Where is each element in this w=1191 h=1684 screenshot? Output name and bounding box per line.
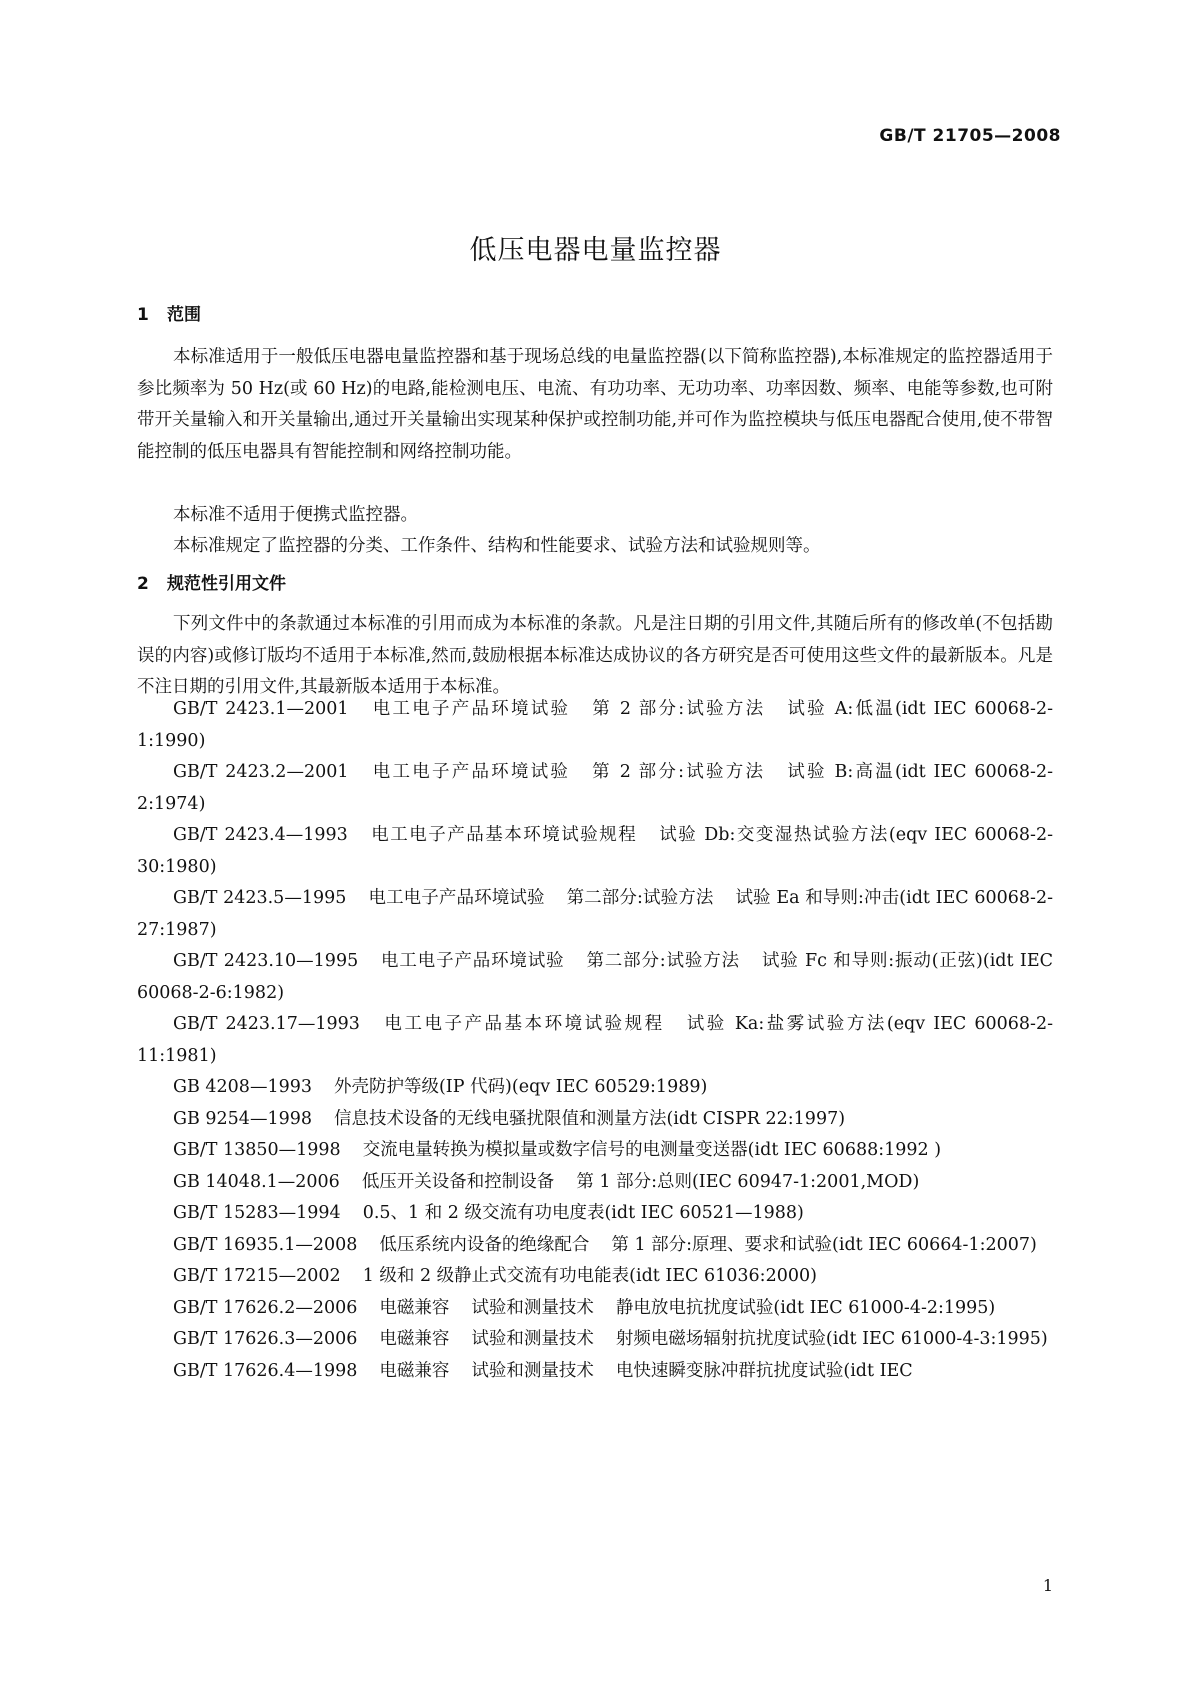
reference-item	[137, 757, 1053, 820]
page-number: 1	[1042, 1576, 1053, 1595]
section-title: 范围	[167, 305, 201, 325]
reference-title: 电磁兼容	[379, 1329, 450, 1349]
document-title: 低压电器电量监控器	[469, 235, 722, 266]
reference-list	[137, 694, 1053, 1387]
reference-item	[137, 1324, 1053, 1356]
reference-code: GB/T 17626.4—1998	[173, 1360, 358, 1381]
reference-title: 电工电子产品环境试验	[368, 888, 545, 908]
reference-code: GB/T 17626.3—2006	[173, 1329, 358, 1349]
reference-test: 试验 Fc 和导则:振动(正弦)(idt IEC 60068-2-6:1982)	[137, 951, 1054, 1003]
reference-part: 第 2 部分:试验方法	[592, 699, 766, 719]
reference-test: 试验 A:低温(idt IEC 60068-2-1:1990)	[137, 699, 1053, 751]
reference-title: 电工电子产品环境试验	[380, 951, 565, 971]
reference-test: 射频电磁场辐射抗扰度试验(idt IEC 61000-4-3:1995)	[615, 1329, 1048, 1349]
reference-test: 电快速瞬变脉冲群抗扰度试验(idt IEC	[615, 1360, 913, 1381]
reference-part: 第 1 部分:原理、要求和试验(idt IEC 60664-1:2007)	[611, 1234, 1037, 1255]
section-heading-scope	[137, 303, 201, 327]
reference-code: GB/T 2423.1—2001	[173, 699, 349, 719]
reference-item	[137, 1135, 1053, 1167]
reference-code: GB/T 17215—2002	[173, 1266, 341, 1286]
reference-item	[137, 1230, 1053, 1262]
reference-test: 静电放电抗扰度试验(idt IEC 61000-4-2:1995)	[615, 1297, 996, 1318]
reference-item	[137, 883, 1053, 946]
reference-item	[137, 1072, 1053, 1104]
scope-paragraph: 本标准规定了监控器的分类、工作条件、结构和性能要求、试验方法和试验规则等。	[173, 536, 821, 556]
reference-item	[137, 1167, 1053, 1199]
reference-title: 低压开关设备和控制设备	[361, 1171, 555, 1192]
section-number: 2	[137, 574, 149, 594]
reference-title: 电工电子产品基本环境试验规程	[369, 825, 638, 845]
reference-item	[137, 1009, 1053, 1072]
reference-test: 试验 Ka:盐雾试验方法(eqv IEC 60068-2-11:1981)	[137, 1014, 1054, 1066]
reference-part: 试验和测量技术	[471, 1360, 594, 1381]
reference-title: 电工电子产品基本环境试验规程	[381, 1014, 665, 1034]
reference-code: GB/T 2423.4—1993	[173, 825, 348, 845]
reference-item	[137, 946, 1053, 1009]
reference-title: 电磁兼容	[379, 1297, 450, 1318]
standard-code: GB/T 21705—2008	[879, 126, 1061, 146]
reference-part: 第 1 部分:总则(IEC 60947-1:2001,MOD)	[576, 1171, 920, 1192]
reference-item	[137, 1356, 1053, 1388]
scope-paragraph: 本标准适用于一般低压电器电量监控器和基于现场总线的电量监控器(以下简称监控器),本标准规定的监控器适用于参比频率为 50 Hz(或 60 Hz)的电路,能检测电压、电流、有功功率、无功功率、功率因数、频率、电能等参数,也可附带开关量输入和开关量输出,通过开关量输出实现某种保护或控制功能,并可作为监控模块与低压电器配合使用,使不带智能控制的低压电器具有智能控制和网络控制功能。	[137, 347, 1053, 462]
reference-test: 试验 Ea 和导则:冲击(idt IEC 60068-2-27:1987)	[137, 888, 1053, 940]
reference-test: 试验 Db:交变湿热试验方法(eqv IEC 60068-2-30:1980)	[137, 825, 1053, 877]
reference-item	[137, 1293, 1053, 1325]
reference-part: 第 2 部分:试验方法	[592, 762, 766, 782]
reference-code: GB 4208—1993	[173, 1077, 312, 1097]
reference-part: 第二部分:试验方法	[566, 888, 714, 908]
reference-test: 试验 B:高温(idt IEC 60068-2-2:1974)	[137, 762, 1054, 814]
reference-code: GB/T 2423.17—1993	[173, 1014, 360, 1034]
reference-title: 交流电量转换为模拟量或数字信号的电测量变送器(idt IEC 60688:1992 )	[362, 1140, 942, 1160]
reference-code: GB/T 2423.10—1995	[173, 951, 359, 971]
reference-code: GB/T 15283—1994	[173, 1203, 341, 1223]
reference-title: 电磁兼容	[379, 1360, 450, 1381]
reference-title: 低压系统内设备的绝缘配合	[379, 1234, 590, 1255]
reference-item	[137, 1198, 1053, 1230]
reference-item	[137, 820, 1053, 883]
reference-title: 1 级和 2 级静止式交流有功电能表(idt IEC 61036:2000)	[362, 1266, 817, 1286]
reference-part: 试验和测量技术	[471, 1297, 594, 1318]
reference-code: GB/T 2423.2—2001	[173, 762, 349, 782]
section-title: 规范性引用文件	[167, 574, 286, 594]
reference-part: 试验和测量技术	[471, 1329, 594, 1349]
reference-code: GB/T 17626.2—2006	[173, 1297, 358, 1318]
reference-code: GB 9254—1998	[173, 1108, 312, 1129]
reference-code: GB/T 16935.1—2008	[173, 1234, 358, 1255]
scope-paragraph: 本标准不适用于便携式监控器。	[173, 505, 418, 525]
reference-title: 电工电子产品环境试验	[370, 699, 571, 719]
reference-item	[137, 694, 1053, 757]
section-heading-normative-references	[137, 572, 286, 596]
reference-code: GB/T 13850—1998	[173, 1140, 341, 1160]
reference-title: 0.5、1 和 2 级交流有功电度表(idt IEC 60521—1988)	[362, 1203, 804, 1223]
reference-title: 电工电子产品环境试验	[370, 762, 571, 782]
reference-title: 外壳防护等级(IP 代码)(eqv IEC 60529:1989)	[333, 1077, 708, 1097]
references-intro-paragraph: 下列文件中的条款通过本标准的引用而成为本标准的条款。凡是注日期的引用文件,其随后所有的修改单(不包括勘误的内容)或修订版均不适用于本标准,然而,鼓励根据本标准达成协议的各方研究是否可使用这些文件的最新版本。凡是不注日期的引用文件,其最新版本适用于本标准。	[137, 614, 1053, 697]
reference-part: 第二部分:试验方法	[586, 951, 740, 971]
section-number: 1	[137, 305, 149, 325]
reference-code: GB 14048.1—2006	[173, 1171, 340, 1192]
reference-code: GB/T 2423.5—1995	[173, 888, 347, 908]
reference-item	[137, 1104, 1053, 1136]
reference-item	[137, 1261, 1053, 1293]
reference-title: 信息技术设备的无线电骚扰限值和测量方法(idt CISPR 22:1997)	[333, 1108, 846, 1129]
